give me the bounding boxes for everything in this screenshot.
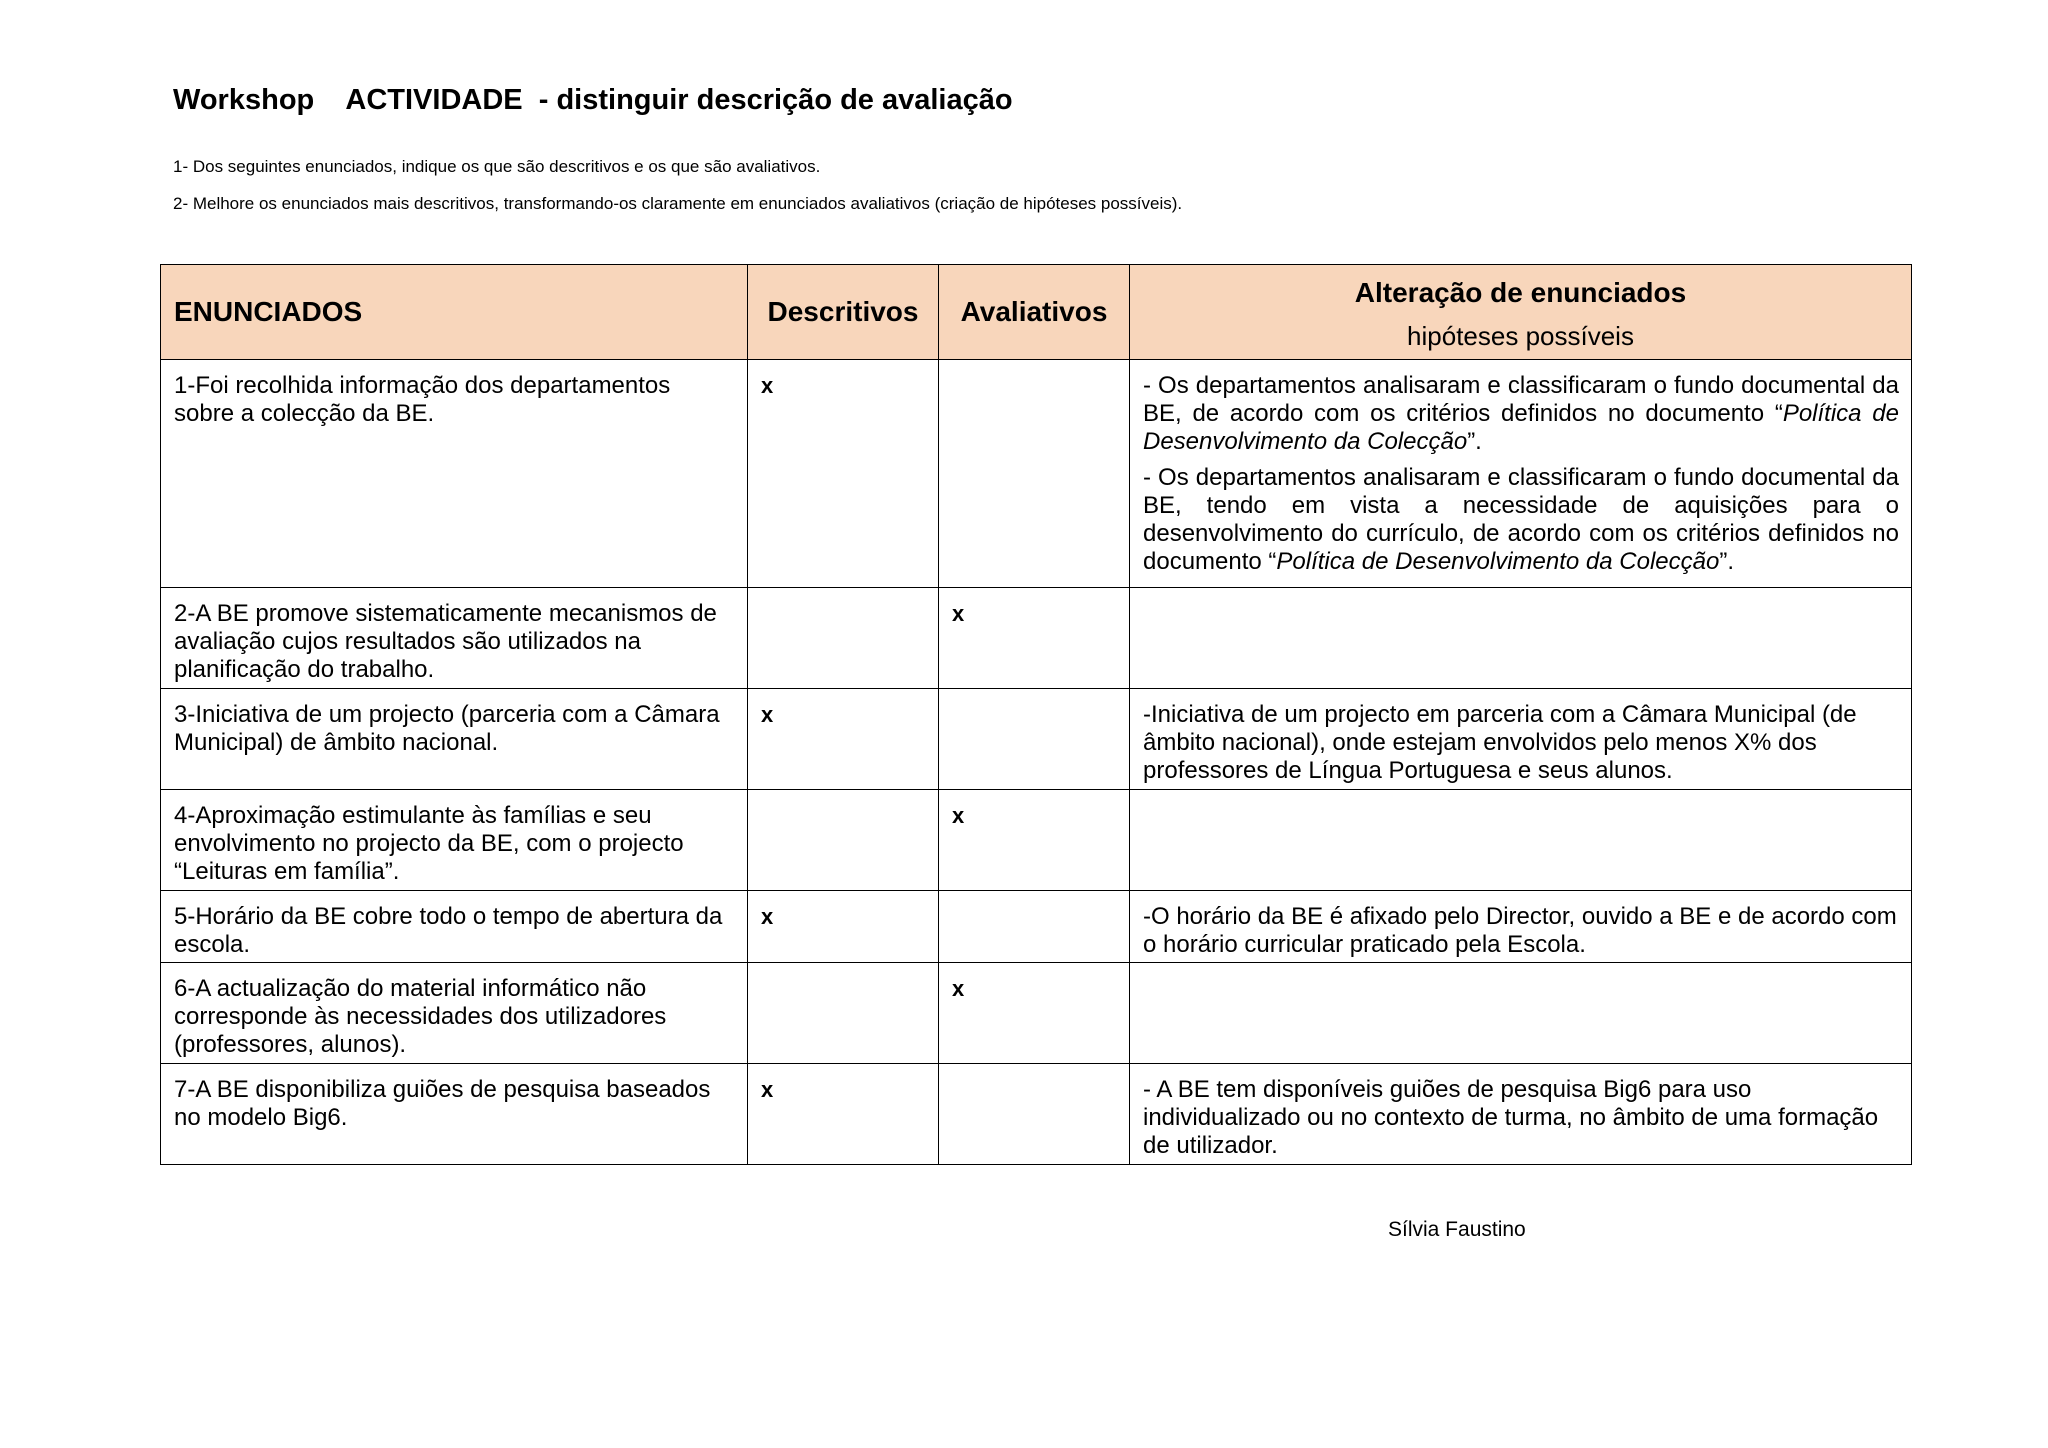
enunciado-cell: 1-Foi recolhida informação dos departamentos sobre a colecção da BE. — [161, 360, 748, 588]
col-header-alteracao-subtitle: hipóteses possíveis — [1407, 321, 1634, 351]
alteracao-cell: -O horário da BE é afixado pelo Director, ouvido a BE e de acordo com o horário curricular praticado pela Escola. — [1130, 891, 1912, 963]
col-header-alteracao-title: Alteração de enunciados — [1354, 277, 1687, 308]
avaliativo-mark: x — [939, 790, 1130, 891]
col-header-avaliativos: Avaliativos — [939, 265, 1130, 360]
table-header-row — [161, 265, 1912, 360]
descritivo-mark: x — [748, 360, 939, 588]
descritivo-mark: x — [748, 1064, 939, 1165]
instruction-1: 1- Dos seguintes enunciados, indique os que são descritivos e os que são avaliativos. — [173, 157, 821, 176]
alteracao-cell: - A BE tem disponíveis guiões de pesquisa Big6 para uso individualizado ou no contexto de turma, no âmbito de uma formação de utilizador. — [1130, 1064, 1912, 1165]
table-row — [161, 689, 1912, 790]
hypothesis-2-end: ”. — [1719, 548, 1734, 575]
enunciado-cell: 6-A actualização do material informático não corresponde às necessidades dos utilizadores (professores, alunos). — [161, 963, 748, 1064]
enunciado-cell: 5-Horário da BE cobre todo o tempo de abertura da escola. — [161, 891, 748, 963]
table-row — [161, 790, 1912, 891]
enunciado-cell: 7-A BE disponibiliza guiões de pesquisa baseados no modelo Big6. — [161, 1064, 748, 1165]
alteracao-cell — [1130, 360, 1912, 588]
descritivo-mark — [748, 790, 939, 891]
enunciado-cell: 4-Aproximação estimulante às famílias e seu envolvimento no projecto da BE, com o projecto “Leituras em família”. — [161, 790, 748, 891]
col-header-alteracao — [1130, 265, 1912, 360]
enunciado-cell: 3-Iniciativa de um projecto (parceria com a Câmara Municipal) de âmbito nacional. — [161, 689, 748, 790]
descritivo-mark — [748, 963, 939, 1064]
descritivo-mark: x — [748, 689, 939, 790]
avaliativo-mark — [939, 1064, 1130, 1165]
document-title-italic: Política de Desenvolvimento da Colecção — [1276, 548, 1720, 575]
instruction-2: 2- Melhore os enunciados mais descritivos, transformando-os claramente em enunciados avaliativos (criação de hipóteses possíveis). — [173, 194, 1183, 213]
avaliativo-mark — [939, 891, 1130, 963]
descritivo-mark: x — [748, 891, 939, 963]
col-header-enunciados: ENUNCIADOS — [161, 265, 748, 360]
alteracao-cell — [1130, 790, 1912, 891]
page-title: Workshop ACTIVIDADE - distinguir descrição de avaliação — [173, 84, 1013, 116]
hypothesis-1-text: - Os departamentos analisaram e classificaram o fundo documental da BE, de acordo com os critérios definidos no documento “ — [1143, 372, 1899, 427]
avaliativo-mark — [939, 360, 1130, 588]
avaliativo-mark — [939, 689, 1130, 790]
table-row — [161, 891, 1912, 963]
alteracao-hypothesis-1 — [1143, 372, 1899, 456]
hypothesis-1-end: ”. — [1467, 428, 1482, 455]
enunciados-table — [160, 264, 1912, 1165]
alteracao-cell — [1130, 588, 1912, 689]
alteracao-hypothesis-2 — [1143, 464, 1899, 576]
table-row — [161, 1064, 1912, 1165]
avaliativo-mark: x — [939, 963, 1130, 1064]
descritivo-mark — [748, 588, 939, 689]
hypothesis-2-text: - Os departamentos analisaram e classificaram o fundo documental da BE, tendo em vista a necessidade de aquisições para o desenvolvimento do currículo, de acordo com os critérios definidos no documento “ — [1143, 464, 1899, 575]
table-row — [161, 360, 1912, 588]
alteracao-cell — [1130, 963, 1912, 1064]
table-row — [161, 963, 1912, 1064]
document-title-italic: Política de Desenvolvimento da Colecção — [1143, 400, 1899, 455]
author-signature: Sílvia Faustino — [1388, 1218, 1526, 1241]
table-row — [161, 588, 1912, 689]
col-header-descritivos: Descritivos — [748, 265, 939, 360]
avaliativo-mark: x — [939, 588, 1130, 689]
alteracao-cell: -Iniciativa de um projecto em parceria com a Câmara Municipal (de âmbito nacional), onde estejam envolvidos pelo menos X% dos professores de Língua Portuguesa e seus alunos. — [1130, 689, 1912, 790]
enunciado-cell: 2-A BE promove sistematicamente mecanismos de avaliação cujos resultados são utilizados na planificação do trabalho. — [161, 588, 748, 689]
